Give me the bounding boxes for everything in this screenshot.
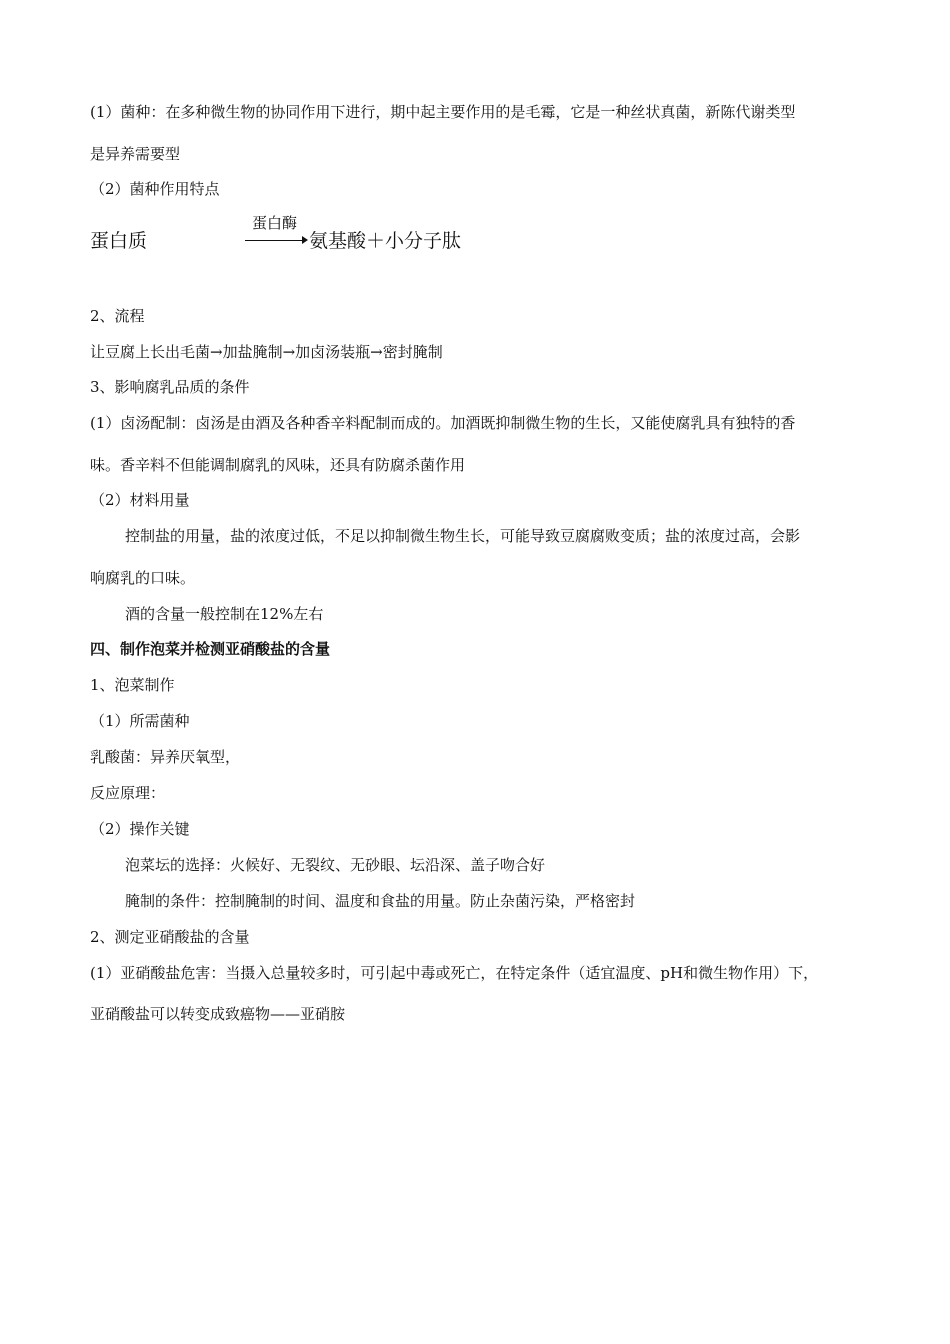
text-line: 味。香辛料不但能调制腐乳的风味，还具有防腐杀菌作用 [90, 456, 466, 474]
text-line: 响腐乳的口味。 [90, 569, 196, 587]
text-line: 泡菜坛的选择：火候好、无裂纹、无砂眼、坛沿深、盖子吻合好 [125, 856, 546, 874]
equation-product: 氨基酸＋小分子肽 [309, 230, 462, 252]
text-line: （1）所需菌种 [90, 712, 190, 730]
text-line: 2、测定亚硝酸盐的含量 [90, 928, 250, 946]
text-line: (1）亚硝酸盐危害：当摄入总量较多时，可引起中毒或死亡，在特定条件（适宜温度、pH和微生物作用）下， [90, 964, 819, 982]
equation-reactant: 蛋白质 [90, 230, 148, 252]
reaction-arrow-head [302, 236, 308, 244]
text-line: 1、泡菜制作 [90, 676, 175, 694]
text-line: （2）材料用量 [90, 491, 190, 509]
text-line: 让豆腐上长出毛菌→加盐腌制→加卤汤装瓶→密封腌制 [90, 343, 443, 361]
text-line: 乳酸菌：异养厌氧型， [90, 748, 241, 766]
reaction-arrow [245, 240, 305, 241]
equation-enzyme: 蛋白酶 [252, 214, 298, 232]
text-line: 反应原理： [90, 784, 166, 802]
section-heading: 四、制作泡菜并检测亚硝酸盐的含量 [90, 640, 331, 658]
text-line: (1）卤汤配制：卤汤是由酒及各种香辛料配制而成的。加酒既抑制微生物的生长，又能使腐乳具有独特的香 [90, 414, 796, 432]
text-line: （2）操作关键 [90, 820, 190, 838]
text-line: (1）菌种：在多种微生物的协同作用下进行，期中起主要作用的是毛霉，它是一种丝状真菌，新陈代谢类型 [90, 103, 796, 121]
text-line: 酒的含量一般控制在12%左右 [125, 605, 324, 623]
text-line: 亚硝酸盐可以转变成致癌物——亚硝胺 [90, 1005, 346, 1023]
text-line: （2）菌种作用特点 [90, 180, 220, 198]
text-line: 3、影响腐乳品质的条件 [90, 378, 250, 396]
reaction-equation [90, 212, 462, 252]
text-line: 2、流程 [90, 307, 145, 325]
text-line: 腌制的条件：控制腌制的时间、温度和食盐的用量。防止杂菌污染，严格密封 [125, 892, 636, 910]
text-line: 是异养需要型 [90, 145, 181, 163]
text-line: 控制盐的用量，盐的浓度过低，不足以抑制微生物生长，可能导致豆腐腐败变质；盐的浓度过高，会影 [125, 527, 801, 545]
